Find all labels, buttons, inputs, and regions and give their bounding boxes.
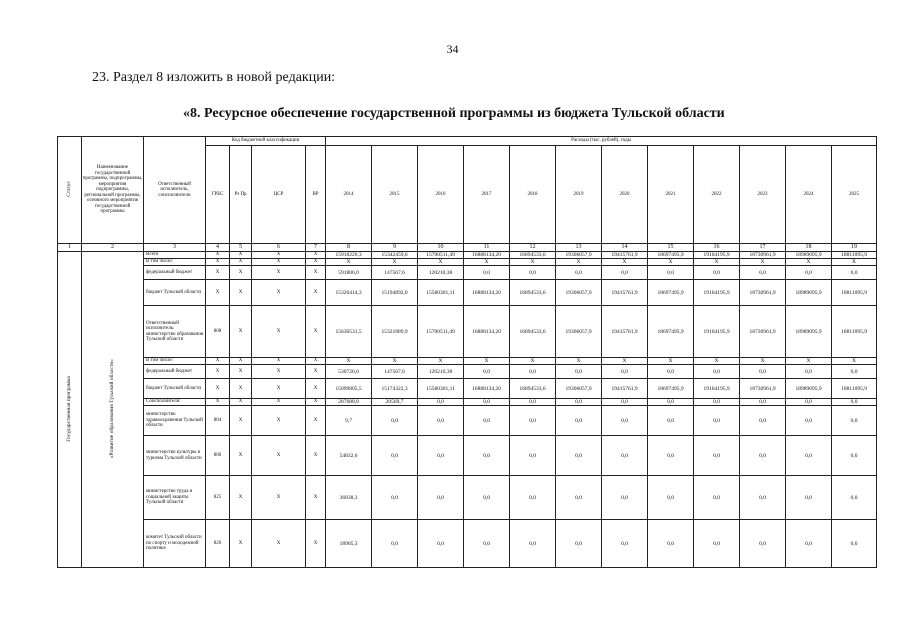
value-cell: Х <box>694 358 740 365</box>
value-cell: 0,0 <box>694 399 740 406</box>
value-cell: Х <box>326 358 372 365</box>
value-cell: 0,0 <box>510 266 556 280</box>
header-year: 2017 <box>464 146 510 244</box>
value-cell: 0,0 <box>602 520 648 568</box>
value-cell: 18697495,9 <box>648 379 694 399</box>
rzpr-cell: Х <box>230 399 252 406</box>
program-name-text: «Развитие образования Тульской области» <box>109 358 116 459</box>
value-cell: Х <box>510 259 556 266</box>
row-label: В том числе: <box>144 259 206 266</box>
value-cell: 0,0 <box>556 406 602 436</box>
value-cell: 18989095,9 <box>786 252 832 259</box>
value-cell: 0,0 <box>832 436 877 476</box>
resource-table <box>57 136 877 568</box>
grbs-cell: 825 <box>206 476 230 520</box>
value-cell: 0,0 <box>602 399 648 406</box>
value-cell: 54832,6 <box>326 436 372 476</box>
grbs-cell: 804 <box>206 406 230 436</box>
value-cell: 0,0 <box>556 399 602 406</box>
value-cell: 18811095,9 <box>832 280 877 306</box>
column-number: 16 <box>694 244 740 252</box>
value-cell: 18730961,9 <box>740 379 786 399</box>
header-year: 2023 <box>740 146 786 244</box>
value-cell: Х <box>418 259 464 266</box>
row-label: министерство культуры и туризма Тульской области <box>144 436 206 476</box>
column-number: 13 <box>556 244 602 252</box>
header-year: 2022 <box>694 146 740 244</box>
value-cell: 18697495,9 <box>648 306 694 358</box>
value-cell: 18730961,9 <box>740 306 786 358</box>
csr-cell: Х <box>252 406 306 436</box>
header-year: 2019 <box>556 146 602 244</box>
vr-cell: Х <box>306 280 326 306</box>
value-cell: 16894533,6 <box>510 280 556 306</box>
value-cell: 19306057,9 <box>556 280 602 306</box>
value-cell: 0,0 <box>740 520 786 568</box>
value-cell: 15174322,3 <box>372 379 418 399</box>
value-cell: 0,0 <box>694 406 740 436</box>
csr-cell: Х <box>252 379 306 399</box>
table-row <box>58 379 877 399</box>
value-cell: 0,0 <box>556 266 602 280</box>
value-cell: 0,0 <box>602 266 648 280</box>
section-title: «8. Ресурсное обеспечение государственной программы из бюджета Тульской области <box>183 106 725 121</box>
value-cell: 0,0 <box>694 365 740 379</box>
row-label: федеральный бюджет <box>144 365 206 379</box>
value-cell: 19415761,9 <box>602 306 648 358</box>
row-label: бюджет Тульской области <box>144 280 206 306</box>
table-row <box>58 436 877 476</box>
rzpr-cell: Х <box>230 259 252 266</box>
column-number: 18 <box>786 244 832 252</box>
vr-cell: Х <box>306 259 326 266</box>
value-cell: 19164195,9 <box>694 306 740 358</box>
header-year: 2021 <box>648 146 694 244</box>
column-number: 8 <box>326 244 372 252</box>
value-cell: 16894533,6 <box>510 252 556 259</box>
column-number: 4 <box>206 244 230 252</box>
vr-cell: Х <box>306 306 326 358</box>
vr-cell: Х <box>306 399 326 406</box>
column-number: 5 <box>230 244 252 252</box>
value-cell: Х <box>510 358 556 365</box>
header-csr: ЦСР <box>252 146 306 244</box>
value-cell: 0,0 <box>786 436 832 476</box>
value-cell: Х <box>556 358 602 365</box>
rzpr-cell: Х <box>230 520 252 568</box>
header-year: 2024 <box>786 146 832 244</box>
value-cell: 18730961,9 <box>740 280 786 306</box>
grbs-cell: Х <box>206 365 230 379</box>
value-cell: 0,0 <box>556 436 602 476</box>
value-cell: 18697495,9 <box>648 252 694 259</box>
value-cell: 19306057,9 <box>556 379 602 399</box>
vr-cell: Х <box>306 266 326 280</box>
value-cell: 16888134,20 <box>464 306 510 358</box>
value-cell: 15326414,3 <box>326 280 372 306</box>
header-status <box>58 137 82 244</box>
value-cell: Х <box>740 358 786 365</box>
row-label: Соисполнители: <box>144 399 206 406</box>
value-cell: 0,0 <box>694 476 740 520</box>
value-cell: 0,0 <box>556 520 602 568</box>
value-cell: 16894533,6 <box>510 379 556 399</box>
vr-cell: Х <box>306 436 326 476</box>
value-cell: 19164195,9 <box>694 252 740 259</box>
value-cell: 147567,6 <box>372 266 418 280</box>
program-name-cell <box>82 252 144 568</box>
value-cell: 0,0 <box>372 520 418 568</box>
value-cell: 15700511,49 <box>418 306 464 358</box>
value-cell: 0,0 <box>786 399 832 406</box>
value-cell: 16888134,20 <box>464 280 510 306</box>
column-number: 1 <box>58 244 82 252</box>
grbs-cell: Х <box>206 259 230 266</box>
vr-cell: Х <box>306 476 326 520</box>
grbs-cell: 826 <box>206 520 230 568</box>
value-cell: 0,0 <box>510 399 556 406</box>
table-row <box>58 306 877 358</box>
value-cell: 0,0 <box>832 476 877 520</box>
value-cell: 0,0 <box>464 266 510 280</box>
value-cell: 36838,3 <box>326 476 372 520</box>
value-cell: 0,0 <box>602 436 648 476</box>
value-cell: 0,0 <box>740 266 786 280</box>
grbs-cell: 806 <box>206 436 230 476</box>
column-number: 14 <box>602 244 648 252</box>
column-number: 15 <box>648 244 694 252</box>
value-cell: 0,0 <box>418 436 464 476</box>
csr-cell: Х <box>252 358 306 365</box>
table-row <box>58 476 877 520</box>
column-number: 11 <box>464 244 510 252</box>
vr-cell: Х <box>306 358 326 365</box>
csr-cell: Х <box>252 365 306 379</box>
value-cell: Х <box>326 259 372 266</box>
header-year: 2016 <box>418 146 464 244</box>
value-cell: 15580301,11 <box>418 280 464 306</box>
row-label: федеральный бюджет <box>144 266 206 280</box>
value-cell: 18989095,9 <box>786 280 832 306</box>
value-cell: 15342459,6 <box>372 252 418 259</box>
vr-cell: Х <box>306 406 326 436</box>
value-cell: 0,0 <box>556 365 602 379</box>
csr-cell: Х <box>252 476 306 520</box>
grbs-cell: Х <box>206 266 230 280</box>
value-cell: 0,0 <box>832 399 877 406</box>
value-cell: 0,0 <box>418 406 464 436</box>
value-cell: 0,0 <box>648 476 694 520</box>
value-cell: 0,0 <box>648 365 694 379</box>
page-number: 34 <box>446 42 459 56</box>
vr-cell: Х <box>306 365 326 379</box>
csr-cell: Х <box>252 520 306 568</box>
row-label: Ответственный исполнитель: министерство образования Тульской области <box>144 306 206 358</box>
value-cell: Х <box>832 259 877 266</box>
rzpr-cell: Х <box>230 436 252 476</box>
rzpr-cell: Х <box>230 406 252 436</box>
value-cell: 0,0 <box>740 476 786 520</box>
value-cell: 0,0 <box>694 436 740 476</box>
value-cell: Х <box>464 259 510 266</box>
value-cell: 120210,38 <box>418 365 464 379</box>
vr-cell: Х <box>306 379 326 399</box>
rzpr-cell: Х <box>230 252 252 259</box>
rzpr-cell: Х <box>230 306 252 358</box>
value-cell: 0,0 <box>832 406 877 436</box>
value-cell: 18697495,9 <box>648 280 694 306</box>
value-cell: 0,0 <box>786 406 832 436</box>
value-cell: 0,0 <box>832 365 877 379</box>
table-row <box>58 280 877 306</box>
table-row <box>58 406 877 436</box>
value-cell: 0,0 <box>648 266 694 280</box>
header-grbs: ГРБС <box>206 146 230 244</box>
value-cell: Х <box>418 358 464 365</box>
value-cell: 0,0 <box>372 436 418 476</box>
value-cell: 19415761,9 <box>602 379 648 399</box>
vr-cell: Х <box>306 252 326 259</box>
table-body <box>58 252 877 568</box>
value-cell: 18811095,9 <box>832 252 877 259</box>
value-cell: 0,0 <box>740 365 786 379</box>
value-cell: 16888134,20 <box>464 379 510 399</box>
value-cell: 18905,3 <box>326 520 372 568</box>
value-cell: Х <box>602 358 648 365</box>
header-year: 2015 <box>372 146 418 244</box>
value-cell: 0,0 <box>464 399 510 406</box>
rzpr-cell: Х <box>230 476 252 520</box>
rzpr-cell: Х <box>230 358 252 365</box>
value-cell: Х <box>740 259 786 266</box>
rzpr-cell: Х <box>230 280 252 306</box>
column-number: 2 <box>82 244 144 252</box>
column-number: 17 <box>740 244 786 252</box>
value-cell: 15630531,5 <box>326 306 372 358</box>
value-cell: 20569,7 <box>372 399 418 406</box>
value-cell: 18989095,9 <box>786 379 832 399</box>
value-cell: 0,0 <box>510 476 556 520</box>
value-cell: 0,0 <box>648 399 694 406</box>
row-label: Всего <box>144 252 206 259</box>
row-label: бюджет Тульской области <box>144 379 206 399</box>
value-cell: 0,0 <box>786 476 832 520</box>
header-rzpr: Рз Пр <box>230 146 252 244</box>
value-cell: 0,0 <box>602 365 648 379</box>
value-cell: Х <box>786 358 832 365</box>
value-cell: 0,0 <box>510 365 556 379</box>
value-cell: Х <box>786 259 832 266</box>
header-executor: Ответственный исполнитель, соисполнители <box>144 137 206 244</box>
value-cell: 0,0 <box>464 476 510 520</box>
value-cell: Х <box>648 358 694 365</box>
table-row <box>58 399 877 406</box>
value-cell: Х <box>372 358 418 365</box>
value-cell: 0,0 <box>464 520 510 568</box>
value-cell: 120210,38 <box>418 266 464 280</box>
csr-cell: Х <box>252 436 306 476</box>
value-cell: Х <box>602 259 648 266</box>
resource-table-wrapper <box>57 136 876 568</box>
grbs-cell: Х <box>206 252 230 259</box>
row-label: комитет Тульской области по спорту и молодежной политике <box>144 520 206 568</box>
value-cell: 0,0 <box>556 476 602 520</box>
value-cell: Х <box>694 259 740 266</box>
value-cell: 19306057,9 <box>556 252 602 259</box>
value-cell: 15194892,0 <box>372 280 418 306</box>
row-label: министерство здравоохранения Тульской области <box>144 406 206 436</box>
value-cell: 0,0 <box>740 436 786 476</box>
value-cell: 0,0 <box>418 520 464 568</box>
value-cell: 15700511,49 <box>418 252 464 259</box>
column-number: 19 <box>832 244 877 252</box>
value-cell: 19306057,9 <box>556 306 602 358</box>
value-cell: 16894533,6 <box>510 306 556 358</box>
value-cell: 19415761,9 <box>602 280 648 306</box>
grbs-cell: 808 <box>206 306 230 358</box>
value-cell: Х <box>556 259 602 266</box>
column-number: 9 <box>372 244 418 252</box>
value-cell: 0,0 <box>832 266 877 280</box>
table-row <box>58 259 877 266</box>
header-vr: ВР <box>306 146 326 244</box>
value-cell: Х <box>464 358 510 365</box>
table-row <box>58 520 877 568</box>
table-row <box>58 266 877 280</box>
grbs-cell: Х <box>206 379 230 399</box>
value-cell: 0,0 <box>464 365 510 379</box>
status-cell <box>58 252 82 568</box>
value-cell: 530726,0 <box>326 365 372 379</box>
header-codes-group: Код бюджетной классификации <box>206 137 326 146</box>
row-label: министерство труда и социальной защиты Тульской области <box>144 476 206 520</box>
value-cell: 0,0 <box>694 266 740 280</box>
csr-cell: Х <box>252 280 306 306</box>
value-cell: 0,0 <box>372 406 418 436</box>
column-number: 7 <box>306 244 326 252</box>
header-year: 2025 <box>832 146 877 244</box>
value-cell: 0,0 <box>786 365 832 379</box>
value-cell: 19164195,9 <box>694 379 740 399</box>
csr-cell: Х <box>252 306 306 358</box>
value-cell: 0,0 <box>510 520 556 568</box>
status-text: Государственная программа <box>66 375 73 442</box>
csr-cell: Х <box>252 399 306 406</box>
value-cell: 0,0 <box>740 399 786 406</box>
table-row <box>58 358 877 365</box>
table-row <box>58 252 877 259</box>
column-number: 12 <box>510 244 556 252</box>
value-cell: 0,0 <box>786 266 832 280</box>
rzpr-cell: Х <box>230 379 252 399</box>
header-name: Наименование государственной программы, подпрограммы, мероприятия подпрограммы, региональной программы, основного мероприятия государственной программы <box>82 137 144 244</box>
column-number: 6 <box>252 244 306 252</box>
value-cell: 15321889,9 <box>372 306 418 358</box>
value-cell: 591806,0 <box>326 266 372 280</box>
grbs-cell: Х <box>206 399 230 406</box>
value-cell: 0,0 <box>740 406 786 436</box>
value-cell: 0,0 <box>832 520 877 568</box>
value-cell: Х <box>832 358 877 365</box>
csr-cell: Х <box>252 259 306 266</box>
rzpr-cell: Х <box>230 266 252 280</box>
vr-cell: Х <box>306 520 326 568</box>
header-status-text: Статус <box>66 180 73 197</box>
rzpr-cell: Х <box>230 365 252 379</box>
header-expenses-group: Расходы (тыс. рублей), годы <box>326 137 877 146</box>
value-cell: 0,0 <box>372 476 418 520</box>
value-cell: 0,0 <box>648 436 694 476</box>
value-cell: 0,0 <box>602 406 648 436</box>
value-cell: 0,0 <box>694 520 740 568</box>
header-year: 2020 <box>602 146 648 244</box>
value-cell: 18811095,9 <box>832 379 877 399</box>
value-cell: 15918220,3 <box>326 252 372 259</box>
value-cell: 19164195,9 <box>694 280 740 306</box>
value-cell: 0,0 <box>510 436 556 476</box>
value-cell: 16888134,20 <box>464 252 510 259</box>
value-cell: 18989095,9 <box>786 306 832 358</box>
csr-cell: Х <box>252 252 306 259</box>
value-cell: 0,0 <box>510 406 556 436</box>
value-cell: 0,0 <box>648 406 694 436</box>
column-number: 3 <box>144 244 206 252</box>
value-cell: 147567,6 <box>372 365 418 379</box>
row-label: В том числе: <box>144 358 206 365</box>
value-cell: Х <box>648 259 694 266</box>
table-row <box>58 365 877 379</box>
value-cell: 18730961,9 <box>740 252 786 259</box>
grbs-cell: Х <box>206 280 230 306</box>
csr-cell: Х <box>252 266 306 280</box>
grbs-cell: Х <box>206 358 230 365</box>
value-cell: 0,0 <box>464 406 510 436</box>
value-cell: 0,0 <box>418 476 464 520</box>
header-year: 2018 <box>510 146 556 244</box>
value-cell: 9,7 <box>326 406 372 436</box>
value-cell: 18811095,9 <box>832 306 877 358</box>
value-cell: 0,0 <box>464 436 510 476</box>
value-cell: 0,0 <box>786 520 832 568</box>
value-cell: 0,0 <box>602 476 648 520</box>
column-number: 10 <box>418 244 464 252</box>
instruction-text: 23. Раздел 8 изложить в новой редакции: <box>92 70 336 85</box>
value-cell: 287688,8 <box>326 399 372 406</box>
value-cell: 19415761,9 <box>602 252 648 259</box>
column-number-row <box>58 244 877 252</box>
value-cell: 0,0 <box>418 399 464 406</box>
header-year: 2014 <box>326 146 372 244</box>
value-cell: Х <box>372 259 418 266</box>
value-cell: 15580301,11 <box>418 379 464 399</box>
value-cell: 15099805,5 <box>326 379 372 399</box>
value-cell: 0,0 <box>648 520 694 568</box>
